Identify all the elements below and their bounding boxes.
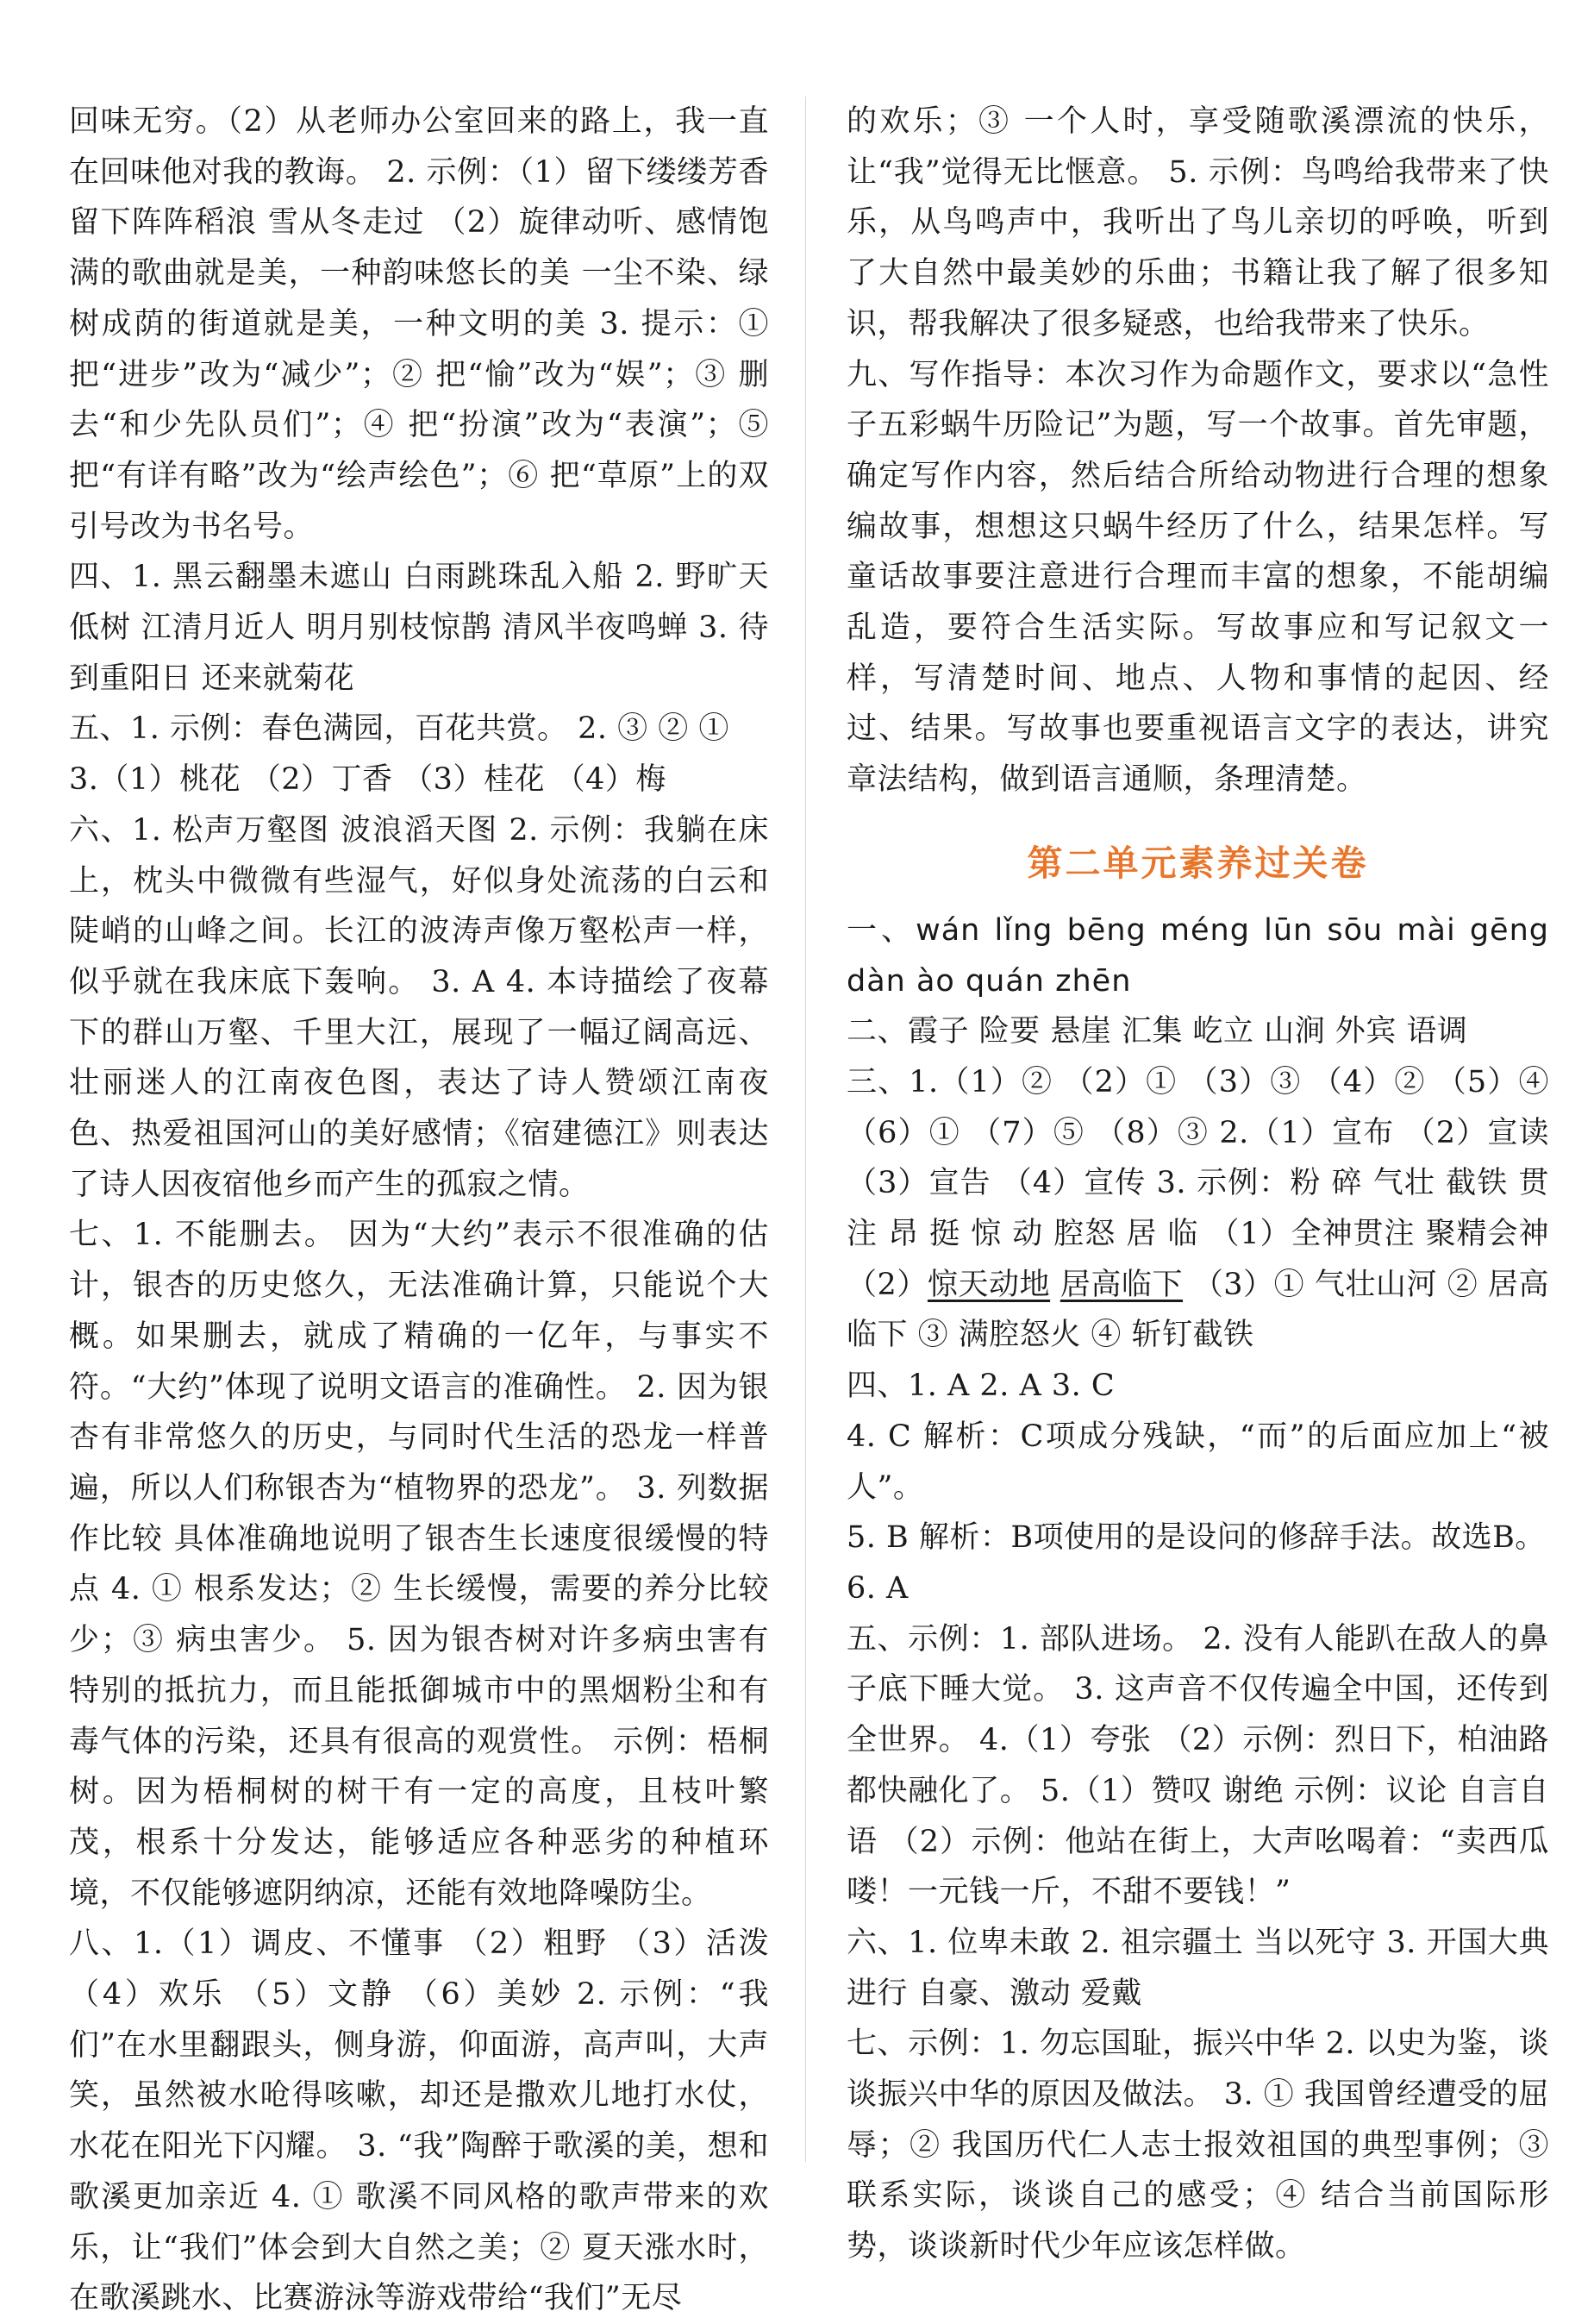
section-title: 第二单元素养过关卷	[1027, 842, 1369, 884]
answer-section-7: 七、1. 不能删去。 因为“大约”表示不很准确的估计，银杏的历史悠久，无法准确计算，只能说个大概。如果删去，就成了精确的一亿年，与事实不符。“大约”体现了说明文语言的准确性。 2. 因为银杏有非常悠久的历史，与同时代生活的恐龙一样普遍，所以人们称银杏为“植物界的恐龙”。 3. 列数据 作比较 具体准确地说明了银杏生长速度很缓慢的特点 4. ① 根系发达；② 生长缓慢，需要的养分比较少；③ 病虫害少。 5. 因为银杏树对许多病虫害有特别的抵抗力，而且能抵御城市中的黑烟粉尘和有毒气体的污染，还具有很高的观赏性。 示例：梧桐树。因为梧桐树的树干有一定的高度，且枝叶繁茂，根系十分发达，能够适应各种恶劣的种植环境，不仅能够遮阴纳凉，还能有效地降噪防尘。	[69, 1218, 769, 1911]
underlined-idiom-1: 惊天动地	[927, 1267, 1051, 1302]
answer-section-5-q3: 3.（1）桃花 （2）丁香 （3）桂花 （4）梅	[69, 762, 666, 798]
right-column	[847, 97, 1549, 2272]
answer-section-8-continued: 的欢乐；③ 一个人时，享受随歌溪漂流的快乐，让“我”觉得无比惬意。 5. 示例：鸟鸣给我带来了快乐，从鸟鸣声中，我听出了鸟儿亲切的呼唤，听到了大自然中最美妙的乐曲；书籍让我了解了很多知识，帮我解决了很多疑惑，也给我带来了快乐。	[847, 104, 1549, 341]
answer-section-5: 五、1. 示例：春色满园，百花共赏。 2. ③ ② ①	[69, 711, 729, 747]
unit2-section-7: 七、示例：1. 勿忘国耻，振兴中华 2. 以史为鉴，谈谈振兴中华的原因及做法。 3. ① 我国曾经遭受的屈辱；② 我国历代仁人志士报效祖国的典型事例；③ 联系实际，谈谈自己的感受；④ 结合当前国际形势，谈谈新时代少年应该怎样做。	[847, 2026, 1549, 2264]
unit2-section-4-q6: 6. A	[847, 1570, 909, 1606]
unit2-section-6: 六、1. 位卑未敢 2. 祖宗疆土 当以死守 3. 开国大典进行 自豪、激动 爱戴	[847, 1925, 1549, 2011]
unit2-section-3	[847, 1057, 1549, 1361]
unit2-section-4-q5: 5. B 解析：B项使用的是设问的修辞手法。故选B。	[847, 1520, 1546, 1556]
underlined-idiom-2: 居高临下	[1060, 1267, 1184, 1302]
unit2-section-4: 四、1. A 2. A 3. C	[847, 1369, 1116, 1404]
column-divider	[805, 97, 806, 2162]
unit2-section-2: 二、霞子 险要 悬崖 汇集 屹立 山涧 外宾 语调	[847, 1014, 1468, 1049]
answer-part-3: 回味无穷。（2）从老师办公室回来的路上，我一直在回味他对我的教诲。 2. 示例：（1）留下缕缕芳香 留下阵阵稻浪 雪从冬走过 （2）旋律动听、感情饱满的歌曲就是美，一种韵味悠长的美 一尘不染、绿树成荫的街道就是美，一种文明的美 3. 提示：① 把“进步”改为“减少”；② 把“愉”改为“娱”；③ 删去“和少先队员们”；④ 把“扮演”改为“表演”；⑤ 把“有详有略”改为“绘声绘色”；⑥ 把“草原”上的双引号改为书名号。	[69, 104, 769, 544]
answer-section-4: 四、1. 黑云翻墨未遮山 白雨跳珠乱入船 2. 野旷天低树 江清月近人 明月别枝惊鹊 清风半夜鸣蝉 3. 待到重阳日 还来就菊花	[69, 560, 769, 696]
unit2-section-5: 五、示例：1. 部队进场。 2. 没有人能趴在敌人的鼻子底下睡大觉。 3. 这声音不仅传遍全中国，还传到全世界。 4.（1）夸张 （2）示例：烈日下，柏油路都快融化了。 5.（1）赞叹 谢绝 示例：议论 自言自语 （2）示例：他站在街上，大声吆喝着：“卖西瓜喽！一元钱一斤，不甜不要钱！”	[847, 1621, 1549, 1910]
unit2-section-3-rest: （3）① 气壮山河 ② 居高临下 ③ 满腔怒火 ④ 斩钉截铁	[847, 1267, 1549, 1353]
answer-section-8: 八、1.（1）调皮、不懂事 （2）粗野 （3）活泼 （4）欢乐 （5）文静 （6）美妙 2. 示例：“我们”在水里翻跟头，侧身游，仰面游，高声叫，大声笑，虽然被水呛得咳嗽，却还是撒欢儿地打水仗，水花在阳光下闪耀。 3. “我”陶醉于歌溪的美，想和歌溪更加亲近 4. ① 歌溪不同风格的歌声带来的欢乐，让“我们”体会到大自然之美；② 夏天涨水时，在歌溪跳水、比赛游泳等游戏带给“我们”无尽	[69, 1926, 769, 2316]
unit2-section-3-text: 三、1.（1）② （2）① （3）③ （4）② （5）④ （6）① （7）⑤ （8）③ 2.（1）宣布 （2）宣读 （3）宣告 （4）宣传 3. 示例：粉 碎 气壮 截铁 贯注 昂 挺 惊 动 腔怒 居 临 （1）全神贯注 聚精会神 （2）	[847, 1064, 1549, 1302]
answer-section-6: 六、1. 松声万壑图 波浪滔天图 2. 示例：我躺在床上，枕头中微微有些湿气，好似身处流荡的白云和陡峭的山峰之间。长江的波涛声像万壑松声一样，似乎就在我床底下轰响。 3. A 4. 本诗描绘了夜幕下的群山万壑、千里大江，展现了一幅辽阔高远、壮丽迷人的江南夜色图，表达了诗人赞颂江南夜色、热爱祖国河山的美好感情；《宿建德江》则表达了诗人因夜宿他乡而产生的孤寂之情。	[69, 812, 769, 1202]
unit2-section-4-q4: 4. C 解析：C项成分残缺，“而”的后面应加上“被人”。	[847, 1419, 1549, 1505]
answer-section-9: 九、写作指导：本次习作为命题作文，要求以“急性子五彩蜗牛历险记”为题，写一个故事。首先审题，确定写作内容，然后结合所给动物进行合理的想象编故事，想想这只蜗牛经历了什么，结果怎样。写童话故事要注意进行合理而丰富的想象，不能胡编乱造，要符合生活实际。写故事应和写记叙文一样，写清楚时间、地点、人物和事情的起因、经过、结果。写故事也要重视语言文字的表达，讲究章法结构，做到语言通顺，条理清楚。	[847, 357, 1549, 798]
left-column	[69, 97, 769, 2324]
pinyin-answers: 一、wán lǐng bēng méng lūn sōu mài gēng dàn ào quán zhēn	[847, 912, 1549, 999]
